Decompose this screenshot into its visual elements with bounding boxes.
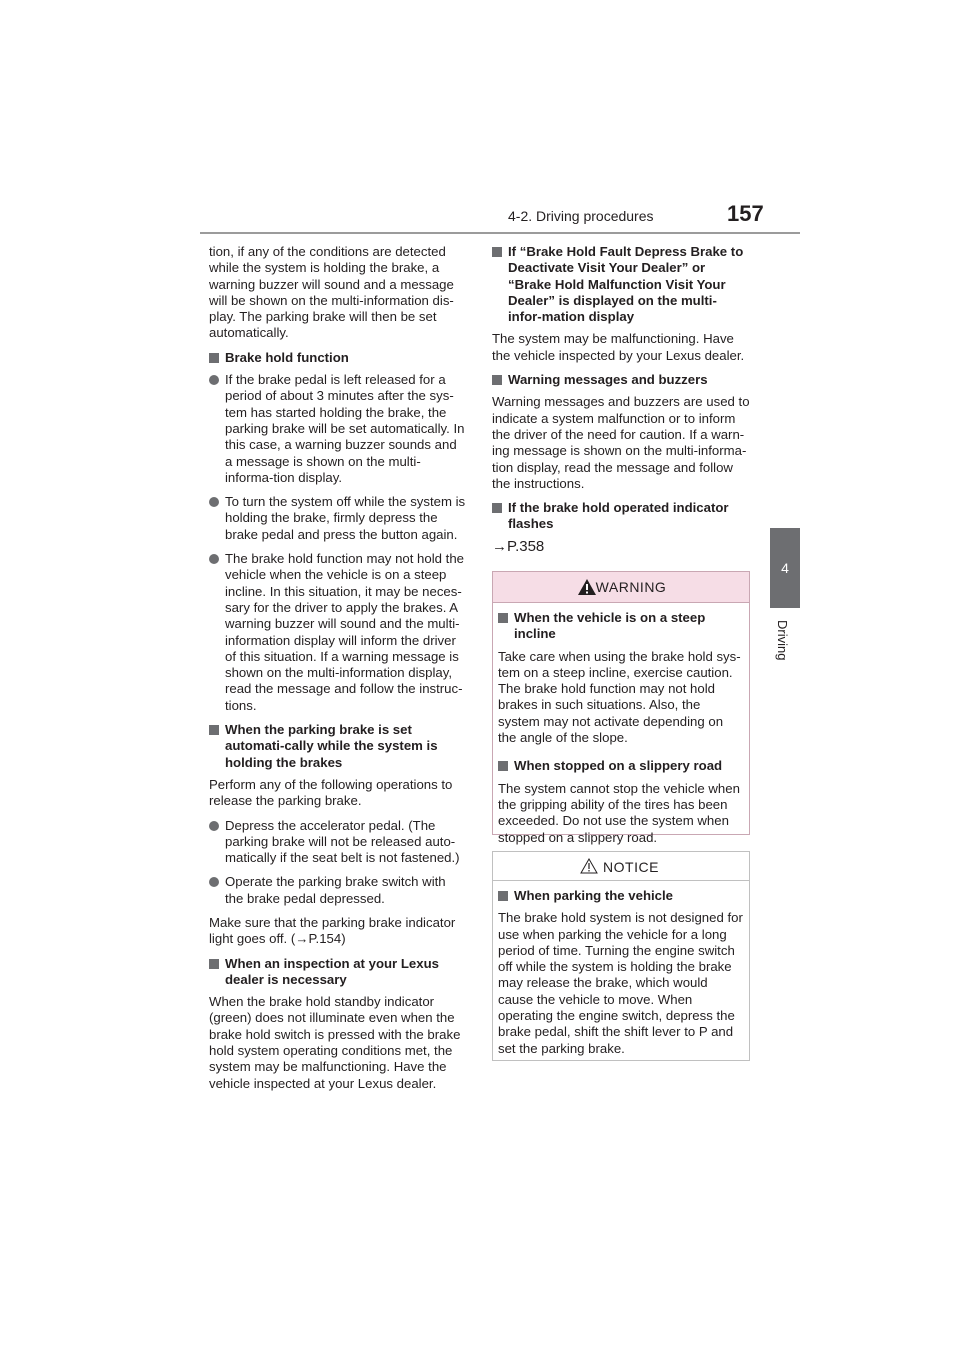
chapter-tab-label-wrap: [775, 620, 795, 690]
warning-section-heading: When the vehicle is on a steep incline: [498, 610, 744, 643]
notice-body: [493, 881, 749, 1057]
body-paragraph: Make sure that the parking brake indicator light goes off. (→P.154): [209, 914, 456, 947]
notice-section-text: The brake hold system is not designed for use when parking the vehicle for a long period of time. Turning the engine switch off while the system is holding the brake may release the brake, which would cause the vehicle to move. When operating the engine switch, depress the brake pedal, shift the shift lever to P and set the parking brake.: [498, 910, 743, 1056]
section-heading-indicator: If the brake hold operated indicator flashes: [492, 500, 750, 533]
notice-title: NOTICE: [603, 859, 659, 875]
heading-square-icon: [498, 891, 508, 901]
body-paragraph: Perform any of the following operations to release the parking brake.: [209, 776, 453, 809]
warning-box: [492, 571, 750, 845]
left-column: [209, 244, 467, 1100]
section-title: 4-2. Driving procedures: [508, 208, 654, 224]
heading-square-icon: [492, 375, 502, 385]
warning-section-text: Take care when using the brake hold sys-tem on a steep incline, exercise caution. The brake hold function may not hold brakes in such situations. Also, the system may not activate depending on the angle of the slope.: [498, 648, 741, 746]
section-heading-fault: If “Brake Hold Fault Depress Brake to Deactivate Visit Your Dealer” or “Brake Hold Malfunction Visit Your Dealer” is displayed on the multi-infor-mation display: [492, 244, 750, 325]
body-paragraph: Warning messages and buzzers are used to indicate a system malfunction or to inform the driver of the need for caution. If a warn-ing message is shown on the multi-informa-tion display, read the message and follow the instructions.: [492, 394, 750, 491]
bullet-item: The brake hold function may not hold the vehicle when the vehicle is on a steep incline. In this situation, it may be neces-sary for the driver to apply the brakes. A warning buzzer will sound and the multi-information display will inform the driver of this situation. If a warning message is shown on the multi-information display, read the message and follow the instruc-tions.: [209, 551, 467, 714]
warning-body: [493, 603, 749, 846]
section-heading-parking-auto: When the parking brake is set automati-cally while the system is holding the brakes: [209, 722, 467, 771]
heading-square-icon: [209, 353, 219, 363]
warning-title: WARNING: [595, 579, 667, 595]
bullet-item: Operate the parking brake switch with the brake pedal depressed.: [209, 874, 467, 907]
section-heading-brake-hold: Brake hold function: [209, 350, 467, 366]
heading-square-icon: [209, 725, 219, 735]
header-divider: [200, 232, 800, 234]
heading-square-icon: [492, 247, 502, 257]
section-heading-inspection: When an inspection at your Lexus dealer is necessary: [209, 956, 467, 989]
section-heading-warnings: Warning messages and buzzers: [492, 372, 750, 388]
heading-square-icon: [209, 959, 219, 969]
bullet-dot-icon: [209, 877, 219, 887]
intro-paragraph: tion, if any of the conditions are detected while the system is holding the brake, a warning buzzer will sound and a message will be shown on the multi-information dis-play. The parking brake will then be set automatically.: [209, 244, 454, 341]
notice-box: [492, 851, 750, 1061]
notice-header: [493, 852, 749, 881]
right-column: [492, 244, 750, 555]
heading-square-icon: [492, 503, 502, 513]
body-paragraph: When the brake hold standby indicator (green) does not illuminate even when the brake hold switch is pressed with the brake hold system operating conditions met, the system may be malfunctioning. Have the vehicle inspected at your Lexus dealer.: [209, 994, 461, 1091]
bullet-dot-icon: [209, 821, 219, 831]
bullet-item: If the brake pedal is left released for a period of about 3 minutes after the sys-tem has started holding the brake, the parking brake will be set automatically. In this case, a warning buzzer sounds and a message is shown on the multi-informa-tion display.: [209, 372, 467, 486]
chapter-tab: 4: [770, 528, 800, 608]
page-number: 157: [727, 201, 764, 226]
warning-header: [493, 572, 749, 603]
bullet-item: To turn the system off while the system is holding the brake, firmly depress the brake pedal and press the button again.: [209, 494, 467, 543]
warning-section-heading: When stopped on a slippery road: [498, 758, 744, 774]
chapter-tab-label: Driving: [775, 620, 790, 661]
bullet-dot-icon: [209, 497, 219, 507]
warning-section-text: The system cannot stop the vehicle when the gripping ability of the tires has been exceeded. Do not use the system when stopped on a slippery road.: [498, 780, 740, 845]
heading-square-icon: [498, 761, 508, 771]
notice-section-heading: When parking the vehicle: [498, 888, 744, 904]
bullet-item: Depress the accelerator pedal. (The parking brake will not be released auto-matically if the seat belt is not fastened.): [209, 818, 467, 867]
bullet-dot-icon: [209, 375, 219, 385]
body-paragraph: The system may be malfunctioning. Have the vehicle inspected by your Lexus dealer.: [492, 331, 745, 363]
heading-square-icon: [498, 613, 508, 623]
page-reference-link[interactable]: →P.358: [492, 537, 545, 555]
bullet-dot-icon: [209, 554, 219, 564]
